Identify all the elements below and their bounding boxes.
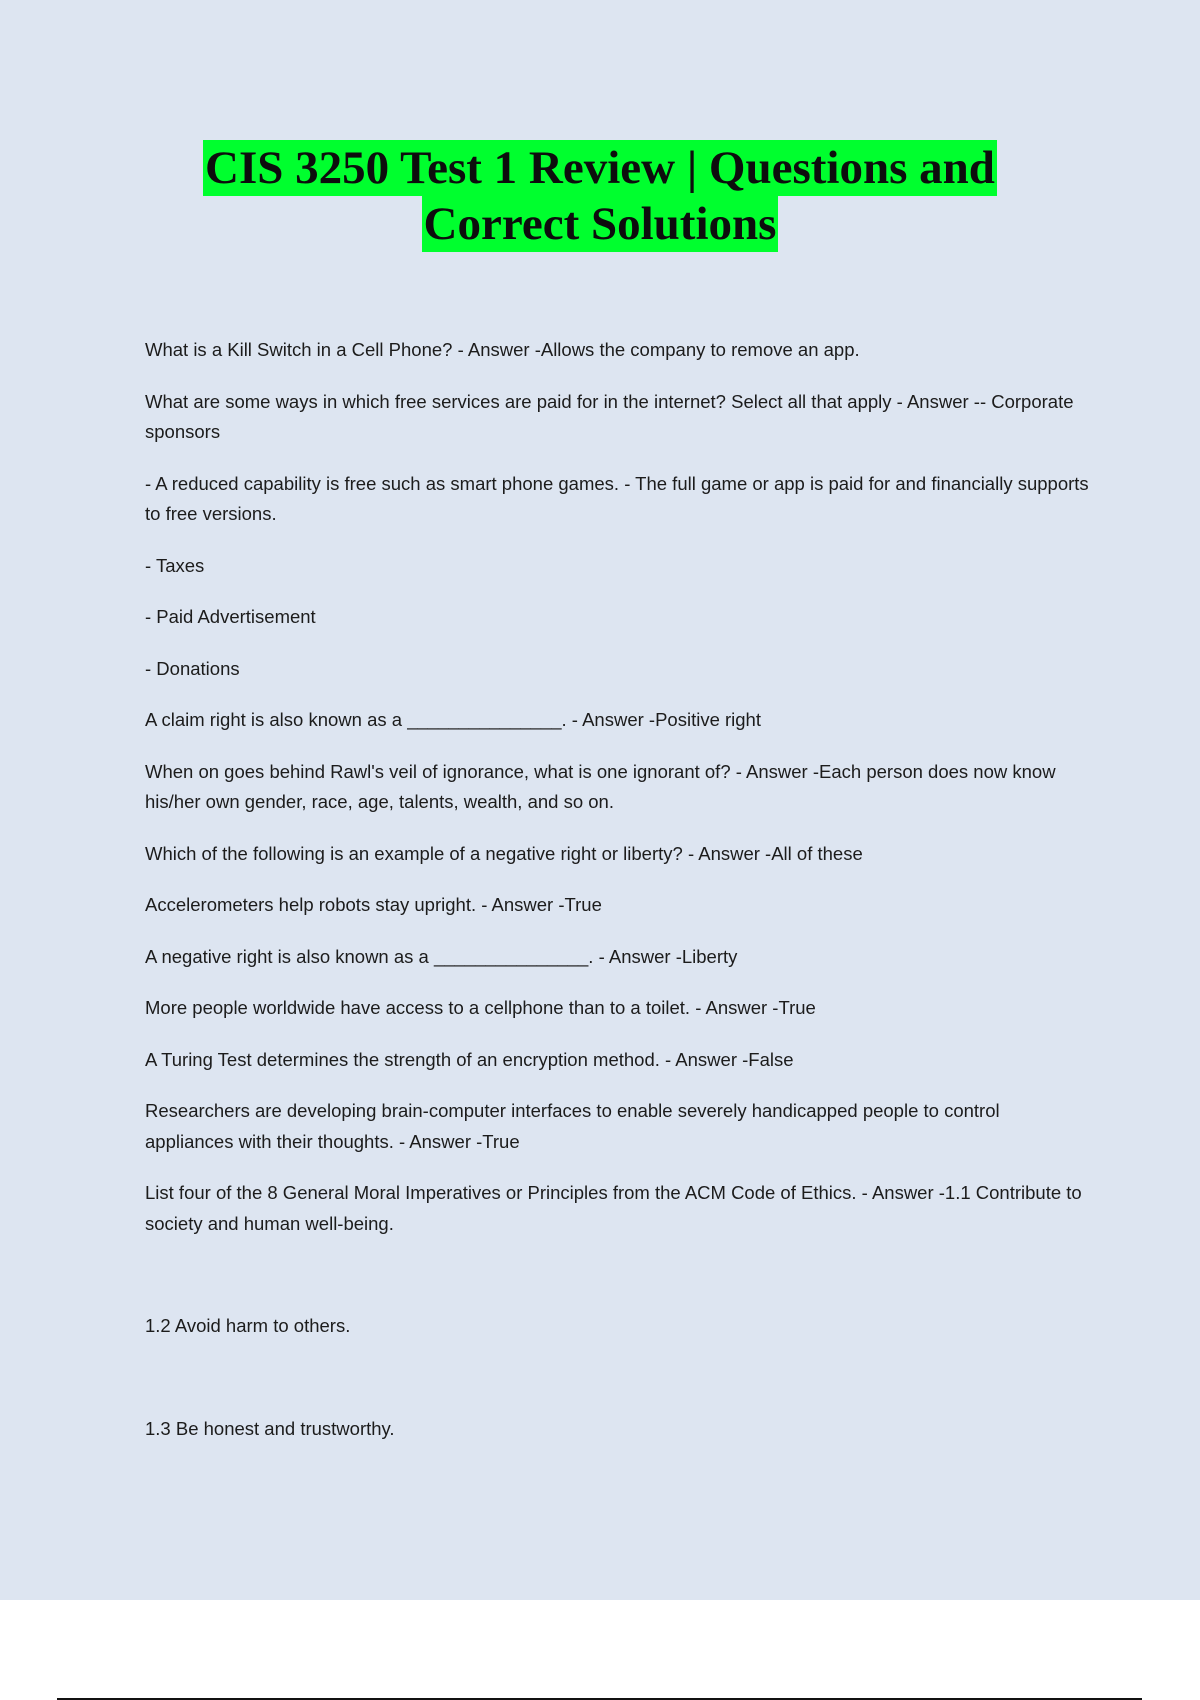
paragraph: - Taxes (145, 554, 205, 576)
title-line-2: Correct Solutions (423, 198, 777, 250)
paragraph: Accelerometers help robots stay upright. - Answer -True (145, 894, 602, 915)
paragraph: A Turing Test determines the strength of an encryption method. - Answer -False (145, 1048, 794, 1070)
paragraph: - A reduced capability is free such as smart phone games. - The full game or app is paid for and financially supports to free versions. (145, 472, 1089, 524)
paragraph: - Donations (145, 657, 240, 679)
document-title (0, 140, 1200, 252)
paragraph: What are some ways in which free services are paid for in the internet? Select all that apply - Answer -- Corporate sponsors (145, 390, 1074, 442)
paragraph: List four of the 8 General Moral Imperatives or Principles from the ACM Code of Ethics. - Answer -1.1 Contribute to society and human well-being. (145, 1182, 1082, 1234)
paragraph: A negative right is also known as a _______________. - Answer -Liberty (145, 945, 738, 967)
paragraph: 1.2 Avoid harm to others. (145, 1315, 351, 1336)
paragraph: - Paid Advertisement (145, 606, 316, 627)
paragraph: When on goes behind Rawl's veil of ignorance, what is one ignorant of? - Answer -Each person does now know his/her own gender, race, age, talents, wealth, and so on. (145, 760, 1056, 812)
document-body (145, 335, 1090, 1465)
paragraph: 1.3 Be honest and trustworthy. (145, 1417, 395, 1439)
title-line-1: CIS 3250 Test 1 Review | Questions and (205, 142, 995, 194)
paragraph: Which of the following is an example of a negative right or liberty? - Answer -All of these (145, 842, 863, 864)
paragraph: More people worldwide have access to a cellphone than to a toilet. - Answer -True (145, 997, 816, 1018)
paragraph: A claim right is also known as a _______________. - Answer -Positive right (145, 709, 761, 730)
paragraph: Researchers are developing brain-computer interfaces to enable severely handicapped people to control appliances with their thoughts. - Answer -True (145, 1100, 1000, 1152)
paragraph: What is a Kill Switch in a Cell Phone? - Answer -Allows the company to remove an app. (145, 339, 860, 360)
